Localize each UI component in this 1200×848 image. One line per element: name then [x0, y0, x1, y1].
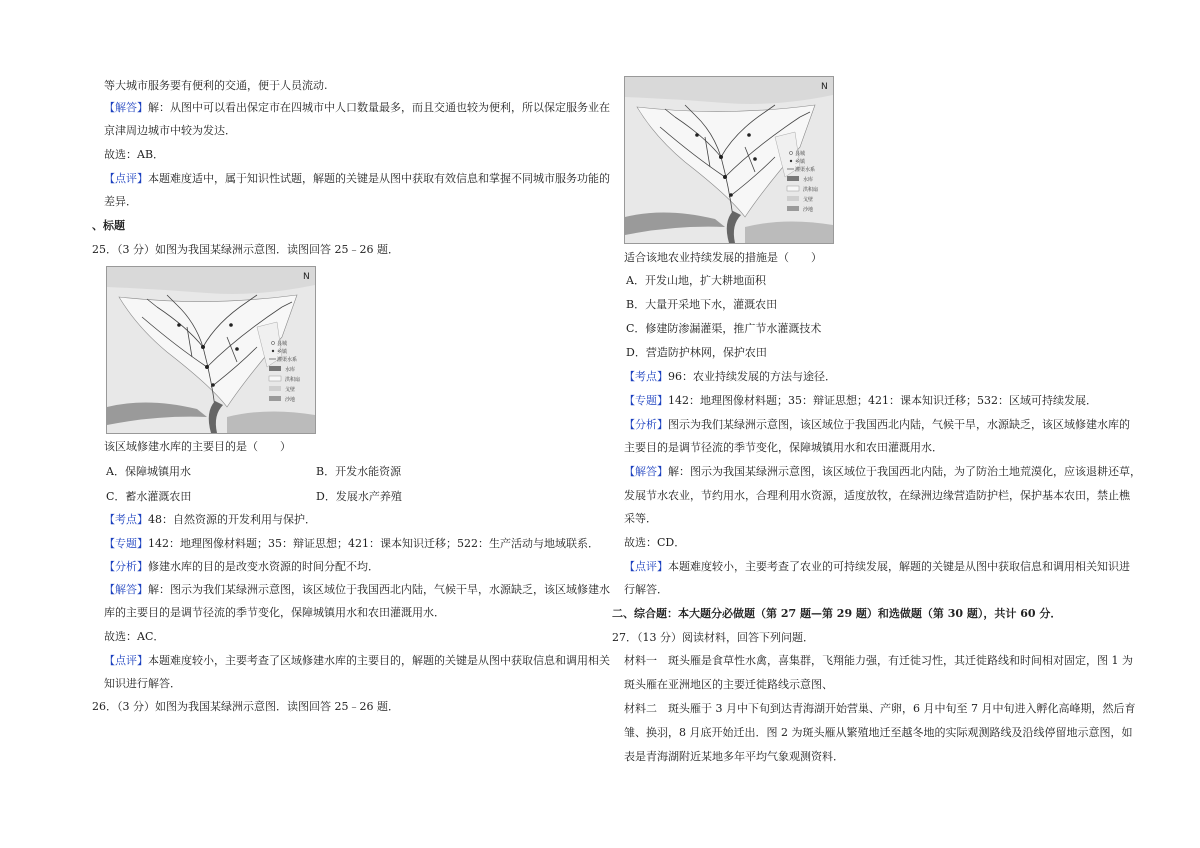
text-line: 差异． [104, 195, 137, 208]
material-2-line-3: 表是青海湖附近某地多年平均气象观测资料． [624, 750, 844, 763]
zhuanti-tag: 【专题】 [104, 537, 148, 550]
kaodian-line [104, 513, 316, 527]
fenxi-line-2: 主要目的是调节径流的季节变化，保障城镇用水和农田灌溉用水． [624, 441, 943, 454]
section-heading: 二、综合题：本大题分必做题（第 27 题—第 29 题）和选做题（第 30 题），共计 60 分． [612, 607, 1062, 620]
question-stem: 适合该地农业持续发展的措施是（ ） [624, 251, 822, 264]
answer-tag: 【解答】 [624, 465, 668, 478]
legend-town: 乡镇 [795, 159, 806, 165]
legend-gobi: 戈壁 [285, 387, 296, 393]
answer-line-2: 发展节水农业，节约用水，合理利用水资源，适度放牧，在绿洲边缘营造防护栏，保护基本农田，禁止樵 [624, 489, 1130, 502]
legend-sand: 沙地 [803, 207, 814, 213]
kaodian-tag: 【考点】 [624, 370, 668, 383]
option-d: D．营造防护林网，保护农田 [626, 346, 767, 359]
answer-line [624, 465, 1141, 479]
fenxi-tag: 【分析】 [624, 418, 668, 431]
comment-text: 本题难度较小，主要考查了农业的可持续发展，解题的关键是从图中获取信息和调用相关知识进 [668, 560, 1130, 573]
choice-line: 故选：AB． [104, 148, 165, 161]
option-c: C．蓄水灌溉农田 [106, 490, 192, 503]
comment-line-2: 知识进行解答． [104, 677, 181, 690]
choice-line: 故选：AC． [104, 630, 165, 643]
answer-text: 解：图示为我国某绿洲示意图，该区域位于我国西北内陆，为了防治土地荒漠化，应该退耕还草， [668, 465, 1141, 478]
answer-tag: 【解答】 [104, 583, 148, 596]
legend-gobi: 戈壁 [803, 197, 814, 203]
question-27: 27．（13 分）阅读材料，回答下列问题． [612, 631, 814, 644]
zhuanti-text: 142：地理图像材料题；35：辩证思想；421：课本知识迁移；522：生产活动与地域联系． [148, 537, 599, 550]
oasis-map-figure-2 [624, 76, 834, 244]
zhuanti-line [104, 537, 599, 551]
legend-reservoir: 水库 [285, 367, 296, 373]
legend-town: 乡镇 [277, 349, 288, 355]
option-c: C．修建防渗漏灌渠，推广节水灌溉技术 [626, 322, 822, 335]
north-arrow: N [821, 82, 828, 92]
zhuanti-text: 142：地理图像材料题；35：辩证思想；421：课本知识迁移；532：区域可持续发展． [668, 394, 1097, 407]
legend-canal: 灌渠水系 [795, 167, 816, 173]
legend-canal: 灌渠水系 [277, 357, 298, 363]
kaodian-tag: 【考点】 [104, 513, 148, 526]
north-arrow: N [303, 272, 310, 282]
fenxi-line [624, 418, 1130, 432]
answer-text: 解：图示为我们某绿洲示意图，该区域位于我国西北内陆，气候干旱，水源缺乏，该区域修建水 [148, 583, 610, 596]
legend-county: 县城 [795, 151, 806, 157]
comment-text: 本题难度适中，属于知识性试题，解题的关键是从图中获取有效信息和掌握不同城市服务功能的 [148, 172, 610, 185]
legend-alluvial: 洪积扇 [285, 377, 301, 383]
legend-county: 县城 [277, 341, 288, 347]
comment-line [104, 172, 610, 186]
zhuanti-line [624, 394, 1097, 408]
material-2-line: 材料二 斑头雁于 3 月中下旬到达青海湖开始营巢、产卵，6 月中旬至 7 月中旬进入孵化高峰期，然后育 [624, 702, 1136, 715]
comment-tag: 【点评】 [624, 560, 668, 573]
answer-tag: 【解答】 [104, 101, 148, 114]
fenxi-text: 图示为我们某绿洲示意图，该区域位于我国西北内陆，气候干旱，水源缺乏，该区域修建水库的 [668, 418, 1130, 431]
fenxi-tag: 【分析】 [104, 560, 148, 573]
legend-alluvial: 洪积扇 [803, 187, 819, 193]
text-line: 京津周边城市中较为发达． [104, 124, 236, 137]
comment-line [104, 654, 610, 668]
comment-line [624, 560, 1130, 574]
option-b: B．大量开采地下水，灌溉农田 [626, 298, 778, 311]
option-a: A．保障城镇用水 [106, 465, 191, 478]
question-25: 25．（3 分）如图为我国某绿洲示意图．读图回答 25﹣26 题． [92, 243, 399, 256]
option-b: B．开发水能资源 [316, 465, 402, 478]
fenxi-line [104, 560, 379, 574]
oasis-map-2 [625, 77, 833, 243]
fenxi-text: 修建水库的目的是改变水资源的时间分配不均． [148, 560, 379, 573]
zhuanti-tag: 【专题】 [624, 394, 668, 407]
section-heading: 、标题 [92, 219, 125, 232]
oasis-map-figure [106, 266, 316, 434]
kaodian-text: 96：农业持续发展的方法与途径． [668, 370, 836, 383]
legend-reservoir: 水库 [803, 177, 814, 183]
answer-line-3: 采等． [624, 512, 657, 525]
option-d: D．发展水产养殖 [316, 490, 402, 503]
material-1-line-2: 斑头雁在亚洲地区的主要迁徙路线示意图、 [624, 678, 833, 691]
kaodian-line [624, 370, 836, 384]
comment-tag: 【点评】 [104, 172, 148, 185]
answer-line [104, 101, 610, 115]
comment-tag: 【点评】 [104, 654, 148, 667]
kaodian-text: 48：自然资源的开发利用与保护． [148, 513, 316, 526]
answer-line-2: 库的主要目的是调节径流的季节变化，保障城镇用水和农田灌溉用水． [104, 606, 445, 619]
answer-line [104, 583, 610, 597]
choice-line: 故选：CD． [624, 536, 686, 549]
text-line: 等大城市服务要有便利的交通，便于人员流动. [104, 79, 328, 92]
material-2-line-2: 雏、换羽，8 月底开始迁出．图 2 为斑头雁从繁殖地迁至越冬地的实际观测路线及沿线停留地示意图，如 [624, 726, 1133, 739]
question-26: 26．（3 分）如图为我国某绿洲示意图．读图回答 25﹣26 题． [92, 700, 399, 713]
comment-text: 本题难度较小，主要考查了区域修建水库的主要目的，解题的关键是从图中获取信息和调用相关 [148, 654, 610, 667]
question-stem: 该区域修建水库的主要目的是（ ） [104, 440, 291, 453]
material-1-line: 材料一 斑头雁是食草性水禽，喜集群，飞翔能力强，有迁徙习性，其迁徙路线和时间相对固定，图 1 为 [624, 654, 1133, 667]
legend-sand: 沙地 [285, 397, 296, 403]
answer-text: 解：从图中可以看出保定市在四城市中人口数量最多，而且交通也较为便利，所以保定服务业在 [148, 101, 610, 114]
option-a: A．开发山地，扩大耕地面积 [626, 274, 766, 287]
comment-line-2: 行解答． [624, 583, 668, 596]
oasis-map [107, 267, 315, 433]
